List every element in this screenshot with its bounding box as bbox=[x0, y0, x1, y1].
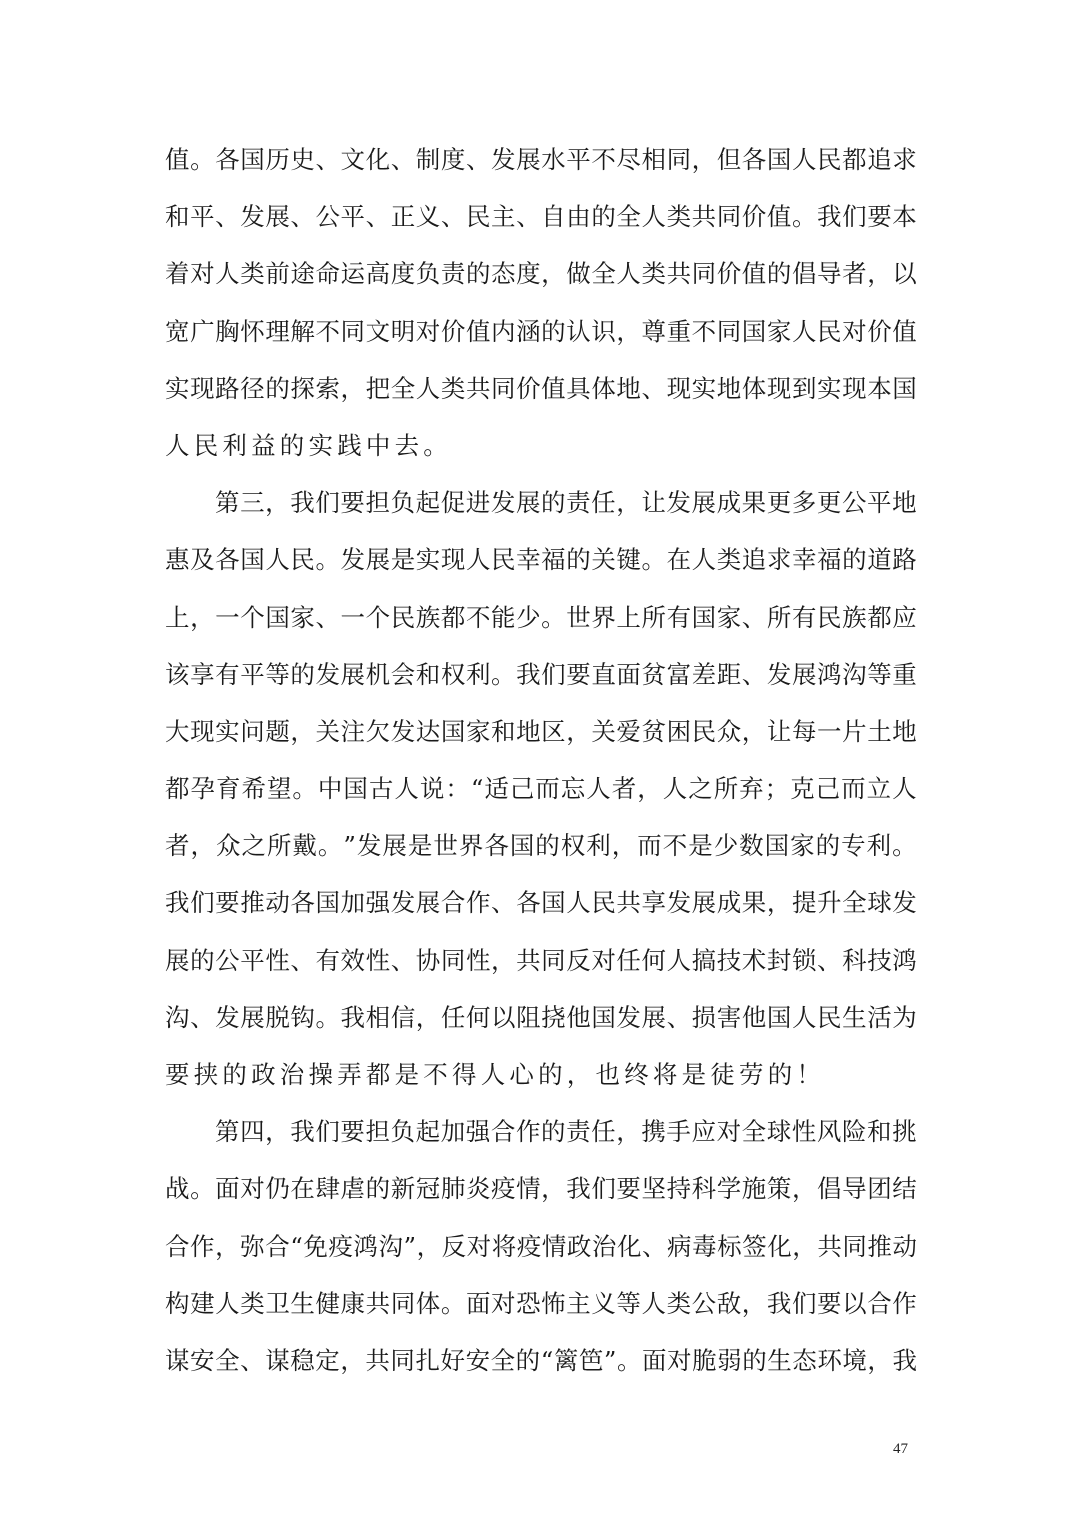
text-line: 要挟的政治操弄都是不得人心的，也终将是徒劳的！ bbox=[165, 1060, 826, 1089]
paragraph bbox=[165, 1103, 917, 1389]
text-line: 该 享 有 平 等 的 发 展 机 会 和 权 利 。 我 们 要 直 面 贫 富 差 距 、 发 展 鸿 沟 等 重 bbox=[165, 659, 917, 689]
text-line: 者 ， 众 之 所 戴 。 ” 发 展 是 世 界 各 国 的 权 利 ， 而 不 是 少 数 国 家 的 专 利 。 bbox=[165, 831, 917, 861]
text-line: 第 四 ， 我 们 要 担 负 起 加 强 合 作 的 责 任 ， 携 手 应 对 全 球 性 风 险 和 挑 bbox=[215, 1117, 917, 1147]
page-number: 47 bbox=[893, 1441, 908, 1457]
text-line: 都 孕 育 希 望 。 中 国 古 人 说 ： “ 适 己 而 忘 人 者 ， 人 之 所 弃 ； 克 己 而 立 人 bbox=[165, 774, 917, 804]
text-line: 实 现 路 径 的 探 索 ， 把 全 人 类 共 同 价 值 具 体 地 、 现 实 地 体 现 到 实 现 本 国 bbox=[165, 373, 917, 403]
text-line: 合 作 ， 弥 合 “ 免 疫 鸿 沟 ” ， 反 对 将 疫 情 政 治 化 、 病 毒 标 签 化 ， 共 同 推 动 bbox=[165, 1231, 917, 1261]
text-line: 人民利益的实践中去。 bbox=[165, 430, 452, 460]
paragraph bbox=[165, 474, 917, 1103]
text-line: 第 三 ， 我 们 要 担 负 起 促 进 发 展 的 责 任 ， 让 发 展 成 果 更 多 更 公 平 地 bbox=[215, 488, 917, 518]
text-line: 上 ， 一 个 国 家 、 一 个 民 族 都 不 能 少 。 世 界 上 所 有 国 家 、 所 有 民 族 都 应 bbox=[165, 602, 917, 632]
text-line: 战 。 面 对 仍 在 肆 虐 的 新 冠 肺 炎 疫 情 ， 我 们 要 坚 持 科 学 施 策 ， 倡 导 团 结 bbox=[165, 1174, 917, 1204]
paragraph bbox=[165, 131, 917, 474]
text-line: 宽 广 胸 怀 理 解 不 同 文 明 对 价 值 内 涵 的 认 识 ， 尊 重 不 同 国 家 人 民 对 价 值 bbox=[165, 316, 917, 346]
text-line: 着 对 人 类 前 途 命 运 高 度 负 责 的 态 度 ， 做 全 人 类 共 同 价 值 的 倡 导 者 ， 以 bbox=[165, 259, 917, 289]
text-line: 构 建 人 类 卫 生 健 康 共 同 体 。 面 对 恐 怖 主 义 等 人 类 公 敌 ， 我 们 要 以 合 作 bbox=[165, 1288, 917, 1318]
text-line: 沟 、 发 展 脱 钩 。 我 相 信 ， 任 何 以 阻 挠 他 国 发 展 、 损 害 他 国 人 民 生 活 为 bbox=[165, 1002, 917, 1032]
text-line: 大 现 实 问 题 ， 关 注 欠 发 达 国 家 和 地 区 ， 关 爱 贫 困 民 众 ， 让 每 一 片 土 地 bbox=[165, 716, 917, 746]
text-line: 展 的 公 平 性 、 有 效 性 、 协 同 性 ， 共 同 反 对 任 何 人 搞 技 术 封 锁 、 科 技 鸿 bbox=[165, 945, 917, 975]
text-line: 惠 及 各 国 人 民 。 发 展 是 实 现 人 民 幸 福 的 关 键 。 在 人 类 追 求 幸 福 的 道 路 bbox=[165, 545, 917, 575]
text-line: 我 们 要 推 动 各 国 加 强 发 展 合 作 、 各 国 人 民 共 享 发 展 成 果 ， 提 升 全 球 发 bbox=[165, 888, 917, 918]
text-line: 谋 安 全 、 谋 稳 定 ， 共 同 扎 好 安 全 的 “ 篱 笆 ” 。 面 对 脆 弱 的 生 态 环 境 ， 我 bbox=[165, 1345, 917, 1375]
body-text bbox=[165, 131, 917, 1389]
text-line: 值 。 各 国 历 史 、 文 化 、 制 度 、 发 展 水 平 不 尽 相 同 ， 但 各 国 人 民 都 追 求 bbox=[165, 145, 917, 174]
text-line: 和 平 、 发 展 、 公 平 、 正 义 、 民 主 、 自 由 的 全 人 类 共 同 价 值 。 我 们 要 本 bbox=[165, 202, 917, 232]
